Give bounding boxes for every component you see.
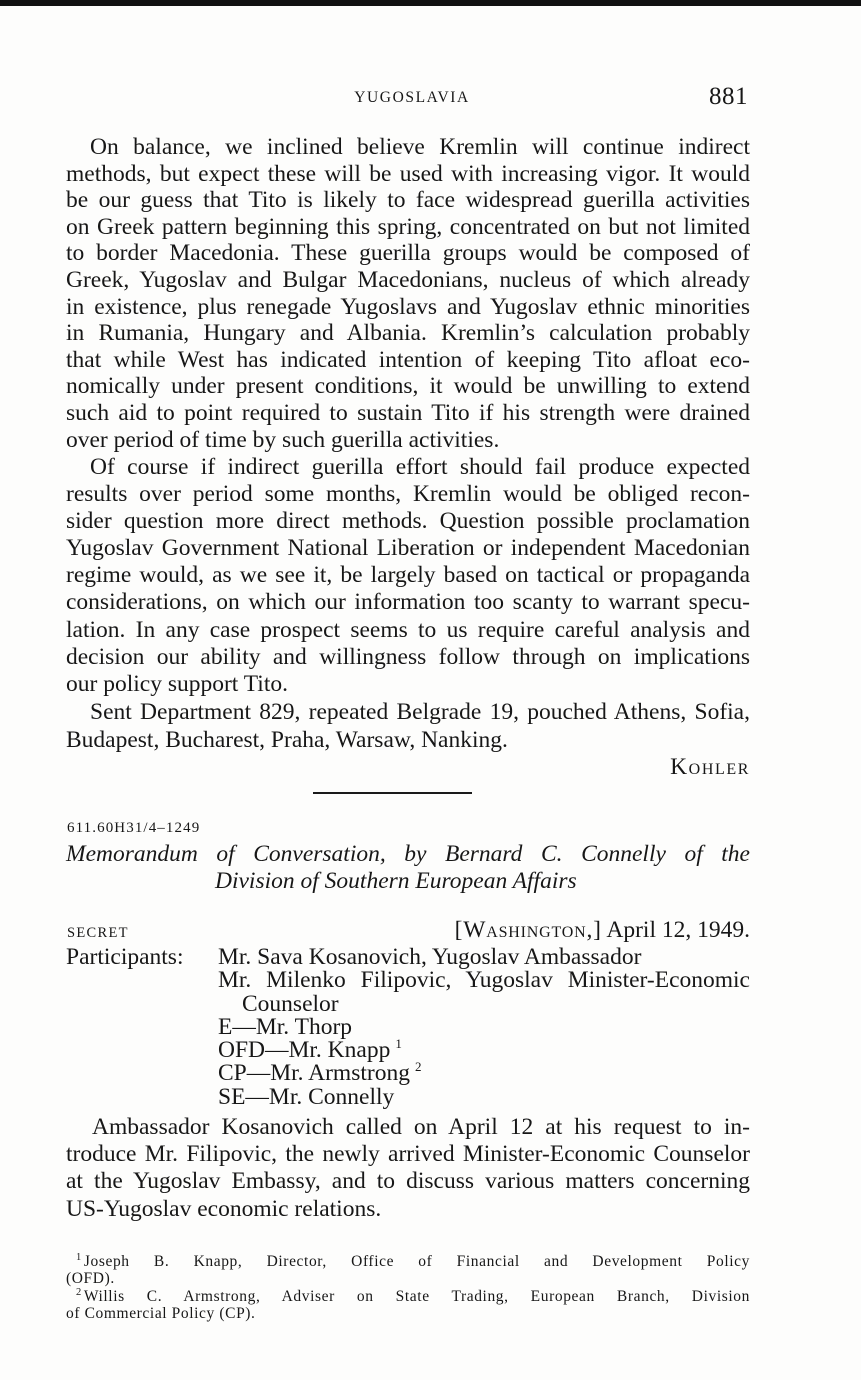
footnote-reference: 2 [414,1059,422,1075]
text-line: lation. In any case prospect seems to us require careful analysis and [66,616,750,643]
participant [218,1059,750,1087]
participants-label: Participants: [66,944,184,970]
text-line: methods, but expect these will be used with increasing vigor. It would [66,160,750,187]
text-line: results over period some months, Kremlin would be obliged recon- [66,481,750,508]
footnotes [66,1253,750,1323]
text-line: regime would, as we see it, be largely based on tactical or propaganda [66,562,750,589]
participants-list [218,946,750,1109]
title-line: Memorandum of Conversation, by Bernard C. Connelly of the [66,841,750,867]
file-number: 611.60H31/4–1249 [67,820,201,836]
footnote-line: of Commercial Policy (CP). [66,1305,256,1323]
text-line: over period of time by such guerilla activities. [66,426,500,453]
participant [218,1013,750,1040]
scan-edge [0,0,861,6]
signature: Kohler [670,754,750,780]
telegram-paragraph-1 [66,134,750,453]
memorandum-body-paragraph [66,1114,750,1223]
participant-text: CP—Mr. Armstrong [218,1060,410,1087]
footnote-line: (OFD). [66,1270,115,1288]
footnote-text: Joseph B. Knapp, Director, Office of Financial and Development Policy [83,1253,750,1270]
text-line: nomically under present conditions, it would be unwilling to extend [66,373,750,400]
participant-text: SE—Mr. Connelly [218,1083,395,1110]
text-line: on Greek pattern beginning this spring, concentrated on but not limited [66,213,750,240]
participant-text: E—Mr. Thorp [218,1013,353,1040]
participant [218,1083,750,1110]
footnote-reference: 1 [395,1036,402,1052]
dateline-place: [Washington,] [454,917,602,943]
text-line: such aid to point required to sustain Tito if his strength were drained [66,399,750,426]
participant [218,1036,750,1064]
classification-label: SECRET [67,925,129,941]
participant-text: OFD—Mr. Knapp [218,1037,391,1064]
classification-row [66,917,750,944]
text-line: sider question more direct methods. Question possible proclamation [66,508,750,535]
text-line: our policy support Tito. [66,670,288,697]
participant [218,946,750,969]
text-line: Yugoslav Government National Liberation or independent Macedonian [66,535,750,562]
footnote-line [66,1288,750,1305]
text-line: considerations, on which our information too scanty to warrant specu- [66,589,750,616]
title-line: Division of Southern European Affairs [215,868,577,894]
running-title: YUGOSLAVIA [354,89,470,106]
text-line: to border Macedonia. These guerilla groups would be composed of [66,240,750,267]
text-line: Of course if indirect guerilla effort should fail produce expected [90,454,750,480]
text-line: in existence, plus renegade Yugoslavs and Yugoslav ethnic minorities [66,293,750,320]
footnote-text: Willis C. Armstrong, Adviser on State Trading, European Branch, Division [83,1287,750,1305]
participant-text: Mr. Sava Kosanovich, Yugoslav Ambassador [218,944,642,970]
dateline [455,917,750,944]
telegram-paragraph-3 [66,698,750,754]
text-line: US-Yugoslav economic relations. [66,1195,382,1222]
footnote-marker: 1 [76,1252,82,1263]
participant-text: Mr. Milenko Filipovic, Yugoslav Minister-Economic [218,967,750,994]
text-line: troduce Mr. Filipovic, the newly arrived Minister-Economic Counselor [66,1141,750,1168]
participant [218,969,750,992]
footnote-marker: 2 [76,1286,82,1298]
text-line: On balance, we inclined believe Kremlin will continue indirect [90,134,750,160]
page-number: 881 [709,83,748,110]
text-line: Sent Department 829, repeated Belgrade 19, pouched Athens, Sofia, [90,699,750,725]
dateline-date: April 12, 1949. [606,917,750,943]
text-line: Budapest, Bucharest, Praha, Warsaw, Nanking. [66,727,508,753]
text-line: Ambassador Kosanovich called on April 12 at his request to in- [92,1114,750,1140]
section-divider [313,792,472,794]
participant-continuation [218,990,750,1017]
text-line: that while West has indicated intention of keeping Tito afloat eco- [66,346,750,373]
telegram-paragraph-2 [66,454,750,698]
memorandum-title [66,841,750,895]
text-line: be our guess that Tito is likely to face widespread guerilla activities [66,187,750,214]
text-line: at the Yugoslav Embassy, and to discuss various matters concerning [66,1168,750,1195]
footnote-line [66,1253,750,1270]
text-line: in Rumania, Hungary and Albania. Kremlin’s calculation probably [66,320,750,347]
text-line: decision our ability and willingness follow through on implications [66,643,750,670]
participant-text: Counselor [242,990,339,1017]
text-line: Greek, Yugoslav and Bulgar Macedonians, nucleus of which already [66,266,750,293]
